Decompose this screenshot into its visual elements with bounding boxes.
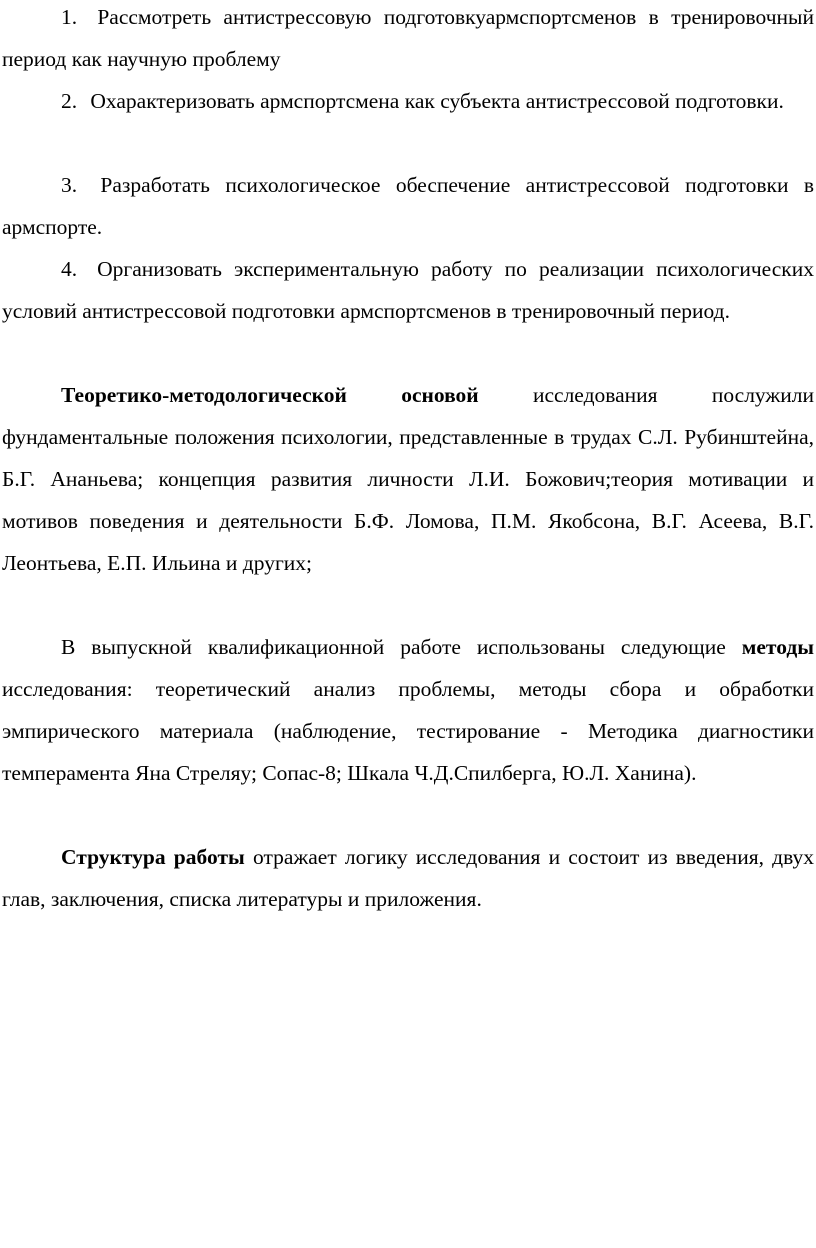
- basis-bold: Теоретико-методологической основой: [61, 383, 479, 407]
- structure-text: отражает логику исследования и состоит из введения, двух глав, заключения, списка литературы и приложения.: [2, 845, 815, 911]
- list-text: Организовать экспериментальную работу по реализации психологических условий антистрессовой подготовки армспортсменов в тренировочный период.: [2, 257, 814, 323]
- list-number: 1.: [61, 5, 78, 29]
- list-text: Охарактеризовать армспортсмена как субъекта антистрессовой подготовки.: [90, 89, 784, 113]
- list-number: 3.: [61, 173, 78, 197]
- basis-text: исследования послужили фундаментальные положения психологии, представленные в трудах С.Л. Рубинштейна, Б.Г. Ананьева; концепция развития личности Л.И. Божович;теория мотивации и мотивов поведения и деятельности Б.Ф. Ломова, П.М. Якобсона, В.Г. Асеева, В.Г. Леонтьева, Е.П. Ильина и других;: [2, 383, 814, 575]
- list-item-3: [2, 164, 814, 248]
- list-item-2: [2, 80, 814, 122]
- list-number: 4.: [61, 257, 78, 281]
- structure-bold: Структура работы: [61, 845, 245, 869]
- methods-text-before: В выпускной квалификационной работе использованы следующие: [61, 635, 742, 659]
- structure-paragraph: [2, 836, 814, 920]
- list-item-1: [2, 0, 814, 80]
- list-text: Разработать психологическое обеспечение антистрессовой подготовки в армспорте.: [2, 173, 814, 239]
- list-number: 2.: [61, 89, 78, 113]
- methods-text-after: исследования: теоретический анализ проблемы, методы сбора и обработки эмпирического материала (наблюдение, тестирование - Методика диагностики темперамента Яна Стреляу; Сопас-8; Шкала Ч.Д.Спилберга, Ю.Л. Ханина).: [2, 677, 814, 785]
- list-text: Рассмотреть антистрессовую подготовкуармспортсменов в тренировочный период как научную проблему: [2, 5, 815, 71]
- methods-paragraph: [2, 626, 814, 794]
- methods-bold: методы: [741, 635, 814, 659]
- basis-paragraph: [2, 374, 814, 584]
- list-item-4: [2, 248, 814, 332]
